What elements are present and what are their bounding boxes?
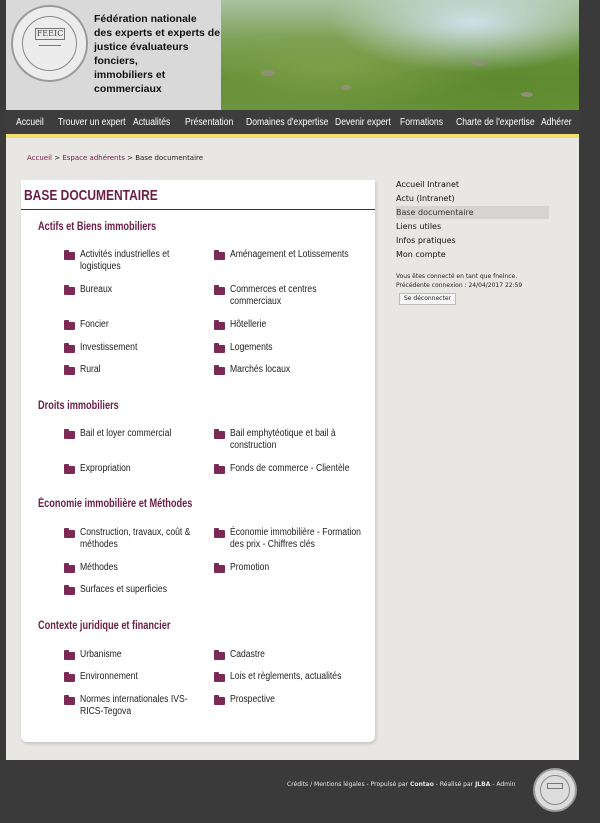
login-status-last-connection: Précédente connexion : 24/04/2017 22:59: [396, 282, 523, 289]
sidebar-item-liens-utiles[interactable]: Liens utiles: [396, 222, 442, 231]
folder-icon: [214, 367, 225, 375]
breadcrumb-current: Base documentaire: [135, 154, 204, 162]
folder-label: Économie immobilière - Formation des prix - Chiffres clés: [230, 527, 361, 550]
footer-separator: -: [492, 781, 495, 788]
folder-label: Cadastre: [230, 649, 265, 660]
folder-icon: [214, 697, 225, 705]
logo-initials: FEEIC: [36, 29, 64, 38]
folder-label: Expropriation: [80, 463, 131, 474]
nav-trouver-un-expert[interactable]: Trouver un expert: [58, 116, 126, 128]
folder-icon: [64, 252, 75, 260]
folder-label: Bureaux: [80, 284, 113, 295]
folder-icon: [214, 565, 225, 573]
breadcrumb: [27, 154, 203, 162]
folder-icon: [64, 322, 75, 330]
org-name-line: justice évaluateurs fonciers,: [94, 41, 189, 67]
folder-icon: [214, 530, 225, 538]
org-name-line: Fédération nationale: [94, 13, 197, 25]
folder-label: Commerces et centres commerciaux: [230, 284, 317, 307]
title-divider: [21, 209, 375, 210]
page-wrapper: [6, 0, 579, 760]
nav-accueil[interactable]: Accueil: [16, 116, 44, 128]
header-landscape-photo: [221, 0, 579, 110]
folder-icon: [64, 587, 75, 595]
folder-icon: [64, 697, 75, 705]
nav-adherer[interactable]: Adhérer: [541, 116, 572, 128]
footer-logo-mark: [547, 783, 563, 789]
folder-label: Normes internationales IVS-RICS-Tegova: [80, 694, 188, 717]
section-title-actifs: Actifs et Biens immobiliers: [38, 221, 157, 233]
footer-links: [287, 781, 515, 788]
footer-logo[interactable]: [533, 768, 577, 812]
brand-block[interactable]: [6, 0, 221, 110]
folder-icon: [214, 252, 225, 260]
main-navigation: [6, 110, 579, 138]
folder-label: Lois et règlements, actualités: [230, 671, 342, 682]
folder-icon: [214, 345, 225, 353]
folder-label: Construction, travaux, coût & méthodes: [80, 527, 191, 550]
footer-logo-ring: [540, 775, 570, 805]
folder-label: Activités industrielles et logistiques: [80, 249, 170, 272]
folder-icon: [214, 322, 225, 330]
footer-separator: /: [310, 781, 313, 788]
folder-label: Méthodes: [80, 562, 118, 573]
folder-label: Investissement: [80, 342, 138, 353]
folder-icon: [64, 345, 75, 353]
nav-domaines-expertise[interactable]: Domaines d'expertise: [246, 116, 329, 128]
folder-icon: [64, 565, 75, 573]
logo-ring: [22, 16, 77, 71]
footer-jlba-link[interactable]: JLBA: [475, 781, 491, 788]
footer-separator: -: [435, 781, 438, 788]
breadcrumb-separator: >: [54, 154, 61, 162]
folder-icon: [214, 431, 225, 439]
section-title-contexte: Contexte juridique et financier: [38, 620, 171, 632]
folder-label: Surfaces et superficies: [80, 584, 168, 595]
section-title-economie: Économie immobilière et Méthodes: [38, 498, 193, 510]
federation-logo[interactable]: [11, 5, 88, 82]
photo-rock: [341, 85, 351, 90]
login-status: [396, 272, 566, 290]
folder-label: Urbanisme: [80, 649, 122, 660]
section-title-droits: Droits immobiliers: [38, 400, 119, 412]
folder-label: Aménagement et Lotissements: [230, 249, 349, 260]
folder-icon: [64, 530, 75, 538]
folder-icon: [64, 367, 75, 375]
org-name-line: des experts et experts de: [94, 27, 221, 39]
folder-icon: [64, 466, 75, 474]
folder-icon: [64, 431, 75, 439]
folder-icon: [64, 674, 75, 682]
footer-legal-link[interactable]: Mentions légales: [314, 781, 365, 788]
folder-label: Bail emphytéotique et bail à construction: [230, 428, 336, 451]
sidebar-item-infos-pratiques[interactable]: Infos pratiques: [396, 236, 456, 245]
logout-button[interactable]: Se déconnecter: [399, 293, 456, 305]
nav-formations[interactable]: Formations: [400, 116, 444, 128]
folder-label: Hôtellerie: [230, 319, 267, 330]
document-library-card: [21, 180, 375, 742]
sidebar-item-accueil-intranet[interactable]: Accueil Intranet: [396, 180, 459, 189]
org-name: [94, 12, 224, 96]
folder-label: Foncier: [80, 319, 109, 330]
scales-of-justice-icon: [39, 45, 61, 61]
photo-rock: [471, 60, 487, 66]
footer-credits-link[interactable]: Crédits: [287, 781, 309, 788]
folder-icon: [214, 652, 225, 660]
folder-icon: [64, 287, 75, 295]
folder-icon: [64, 652, 75, 660]
sidebar-item-base-documentaire[interactable]: Base documentaire: [396, 206, 549, 219]
org-name-line: immobiliers et commerciaux: [94, 69, 166, 95]
photo-rock: [261, 70, 275, 76]
login-status-user: Vous êtes connecté en tant que fnelnce.: [396, 273, 518, 280]
footer-powered-prefix: Propulsé par: [370, 781, 409, 788]
breadcrumb-members-link[interactable]: Espace adhérents: [62, 154, 125, 162]
sidebar-item-mon-compte[interactable]: Mon compte: [396, 250, 446, 259]
folder-label: Bail et loyer commercial: [80, 428, 172, 439]
folder-label: Fonds de commerce - Clientèle: [230, 463, 350, 474]
footer-made-prefix: Réalisé par: [439, 781, 474, 788]
breadcrumb-separator: >: [127, 154, 133, 162]
sidebar-item-actu-intranet[interactable]: Actu (Intranet): [396, 194, 455, 203]
folder-label: Marchés locaux: [230, 364, 291, 375]
footer-contao-link[interactable]: Contao: [410, 781, 434, 788]
photo-rock: [521, 92, 533, 97]
folder-icon: [214, 287, 225, 295]
folder-label: Environnement: [80, 671, 138, 682]
nav-charte-expertise[interactable]: Charte de l'expertise: [456, 116, 535, 128]
folder-label: Logements: [230, 342, 273, 353]
footer-separator: -: [366, 781, 369, 788]
breadcrumb-home-link[interactable]: Accueil: [27, 154, 52, 162]
nav-devenir-expert[interactable]: Devenir expert: [335, 116, 391, 128]
page-title: BASE DOCUMENTAIRE: [24, 187, 158, 204]
folder-label: Rural: [80, 364, 101, 375]
footer-admin-link[interactable]: Admin: [496, 781, 516, 788]
nav-actualites[interactable]: Actualités: [133, 116, 171, 128]
folder-icon: [214, 466, 225, 474]
site-header: [6, 0, 579, 110]
folder-label: Promotion: [230, 562, 270, 573]
folder-icon: [214, 674, 225, 682]
nav-presentation[interactable]: Présentation: [185, 116, 234, 128]
folder-label: Prospective: [230, 694, 275, 705]
